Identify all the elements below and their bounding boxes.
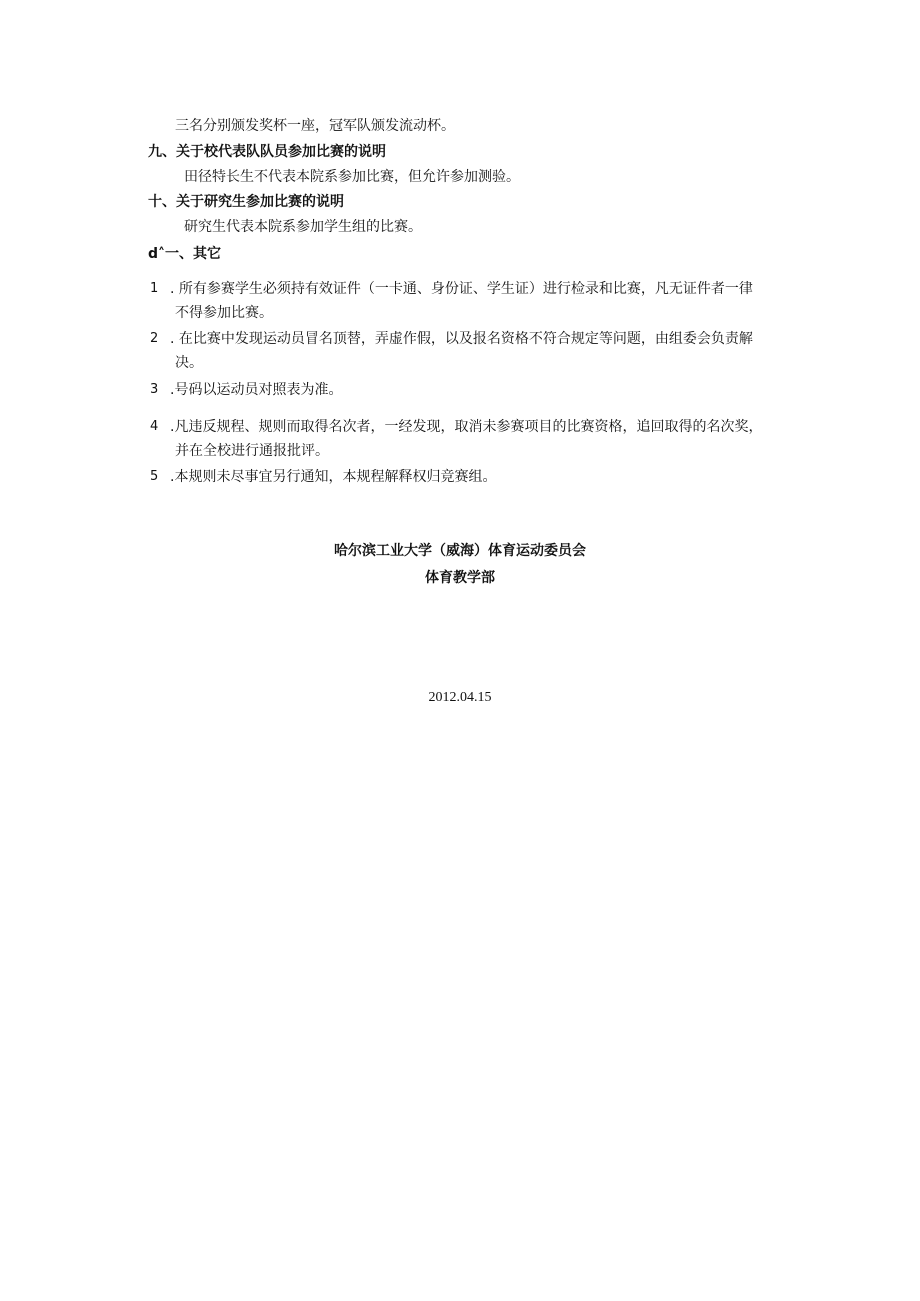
intro-line: 三名分别颁发奖杯一座，冠军队颁发流动杯。 [175, 118, 455, 134]
signature-department: 体育教学部 [425, 570, 495, 586]
list-item-text-continued: 不得参加比赛。 [175, 305, 273, 321]
signature-organization: 哈尔滨工业大学（威海）体育运动委员会 [334, 543, 586, 559]
list-item-text: . 所有参赛学生必须持有效证件（一卡通、身份证、学生证）进行检录和比赛，凡无证件者一律 [170, 281, 753, 297]
section-9-heading: 九、关于校代表队队员参加比赛的说明 [148, 144, 386, 160]
section-10-heading: 十、关于研究生参加比赛的说明 [148, 194, 344, 210]
section-9-body: 田径特长生不代表本院系参加比赛，但允许参加测验。 [184, 169, 520, 185]
list-item-text: .号码以运动员对照表为准。 [170, 382, 343, 398]
list-item-number: 5 [150, 469, 159, 484]
section-11-heading: d˄一、其它 [148, 246, 222, 262]
list-item-number: 4 [150, 419, 159, 434]
signature-date: 2012.04.15 [428, 690, 492, 705]
section-10-body: 研究生代表本院系参加学生组的比赛。 [184, 219, 422, 235]
list-item-text-continued: 决。 [175, 355, 203, 371]
list-item-text: . 在比赛中发现运动员冒名顶替，弄虚作假，以及报名资格不符合规定等问题，由组委会负责解 [170, 331, 753, 347]
list-item-text: .凡违反规程、规则而取得名次者，一经发现，取消未参赛项目的比赛资格，追回取得的名次奖， [170, 419, 763, 435]
list-item-number: 2 [150, 331, 159, 346]
list-item-number: 1 [150, 281, 159, 296]
list-item-number: 3 [150, 382, 159, 397]
list-item-text-continued: 并在全校进行通报批评。 [175, 443, 329, 459]
list-item-text: .本规则未尽事宜另行通知，本规程解释权归竞赛组。 [170, 469, 497, 485]
